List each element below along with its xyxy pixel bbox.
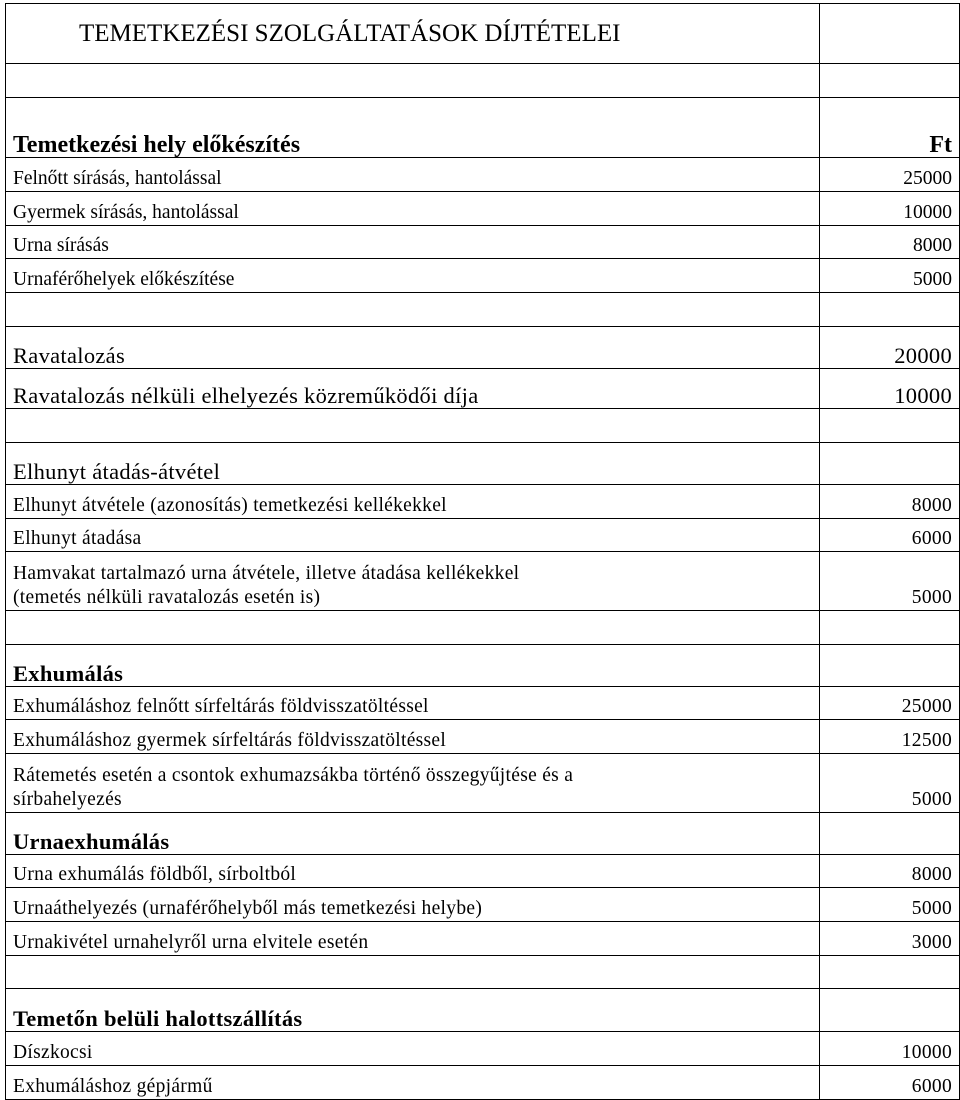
item-label: Urna exhumálás földből, sírboltból [6,855,820,888]
item-price: 10000 [820,1032,960,1066]
table-row [6,1032,960,1066]
item-price: 5000 [820,552,960,611]
section-heading-row [6,443,960,485]
table-row [6,1066,960,1100]
section-heading-row [6,98,960,158]
spacer-row [6,409,960,443]
table-row [6,259,960,293]
section-heading: Elhunyt átadás-átvétel [6,443,820,485]
table-row [6,327,960,369]
item-price: 25000 [820,687,960,720]
item-label: Felnőtt sírásás, hantolással [6,158,820,192]
table-row [6,888,960,922]
section-heading: Urnaexhumálás [6,813,820,855]
table-row [6,855,960,888]
item-label: Urna sírásás [6,226,820,259]
title-row [6,4,960,64]
item-label-multiline [6,552,820,611]
item-price: 8000 [820,855,960,888]
section-heading: Temetőn belüli halottszállítás [6,989,820,1032]
item-label-multiline [6,754,820,813]
table-row [6,687,960,720]
section-heading-row [6,813,960,855]
table-row [6,158,960,192]
table-row [6,226,960,259]
table-row [6,369,960,409]
spacer-row [6,956,960,989]
item-price: 8000 [820,226,960,259]
table-row [6,485,960,519]
item-label-line: Rátemetés esetén a csontok exhumazsákba történő összegyűjtése és a [13,765,574,786]
item-label: Exhumáláshoz gépjármű [6,1066,820,1100]
item-label-line: sírbahelyezés [13,789,122,810]
spacer-row [6,293,960,327]
item-label: Ravatalozás [6,327,820,369]
item-price: 12500 [820,720,960,754]
item-price: 10000 [820,192,960,226]
item-label: Exhumáláshoz gyermek sírfeltárás földvisszatöltéssel [6,720,820,754]
spacer-row [6,64,960,98]
page-title: TEMETKEZÉSI SZOLGÁLTATÁSOK DÍJTÉTELEI [6,4,820,64]
table-row [6,720,960,754]
currency-label: Ft [820,98,960,158]
item-price: 3000 [820,922,960,956]
table-row [6,192,960,226]
item-label: Urnaáthelyezés (urnaférőhelyből más temetkezési helybe) [6,888,820,922]
item-label: Urnakivétel urnahelyről urna elvitele esetén [6,922,820,956]
table-row [6,552,960,611]
item-price: 25000 [820,158,960,192]
item-price: 20000 [820,327,960,369]
table-row [6,922,960,956]
item-price: 5000 [820,888,960,922]
item-price: 5000 [820,754,960,813]
item-label: Urnaférőhelyek előkészítése [6,259,820,293]
item-price: 6000 [820,519,960,552]
item-label: Gyermek sírásás, hantolással [6,192,820,226]
spacer-row [6,611,960,645]
item-label: Elhunyt átadása [6,519,820,552]
section-heading: Exhumálás [6,645,820,687]
item-price: 10000 [820,369,960,409]
section-heading-row [6,645,960,687]
section-heading: Temetkezési hely előkészítés [6,98,820,158]
item-price: 8000 [820,485,960,519]
item-price: 5000 [820,259,960,293]
item-label: Ravatalozás nélküli elhelyezés közreműködői díja [6,369,820,409]
title-value-cell [820,4,960,64]
item-label: Díszkocsi [6,1032,820,1066]
item-label-line: Hamvakat tartalmazó urna átvétele, illetve átadása kellékekkel [13,563,520,584]
item-label: Exhumáláshoz felnőtt sírfeltárás földvisszatöltéssel [6,687,820,720]
item-label-line: (temetés nélküli ravatalozás esetén is) [13,587,321,608]
price-table [5,3,960,1100]
item-price: 6000 [820,1066,960,1100]
table-row [6,754,960,813]
section-heading-row [6,989,960,1032]
item-label: Elhunyt átvétele (azonosítás) temetkezési kellékekkel [6,485,820,519]
table-row [6,519,960,552]
